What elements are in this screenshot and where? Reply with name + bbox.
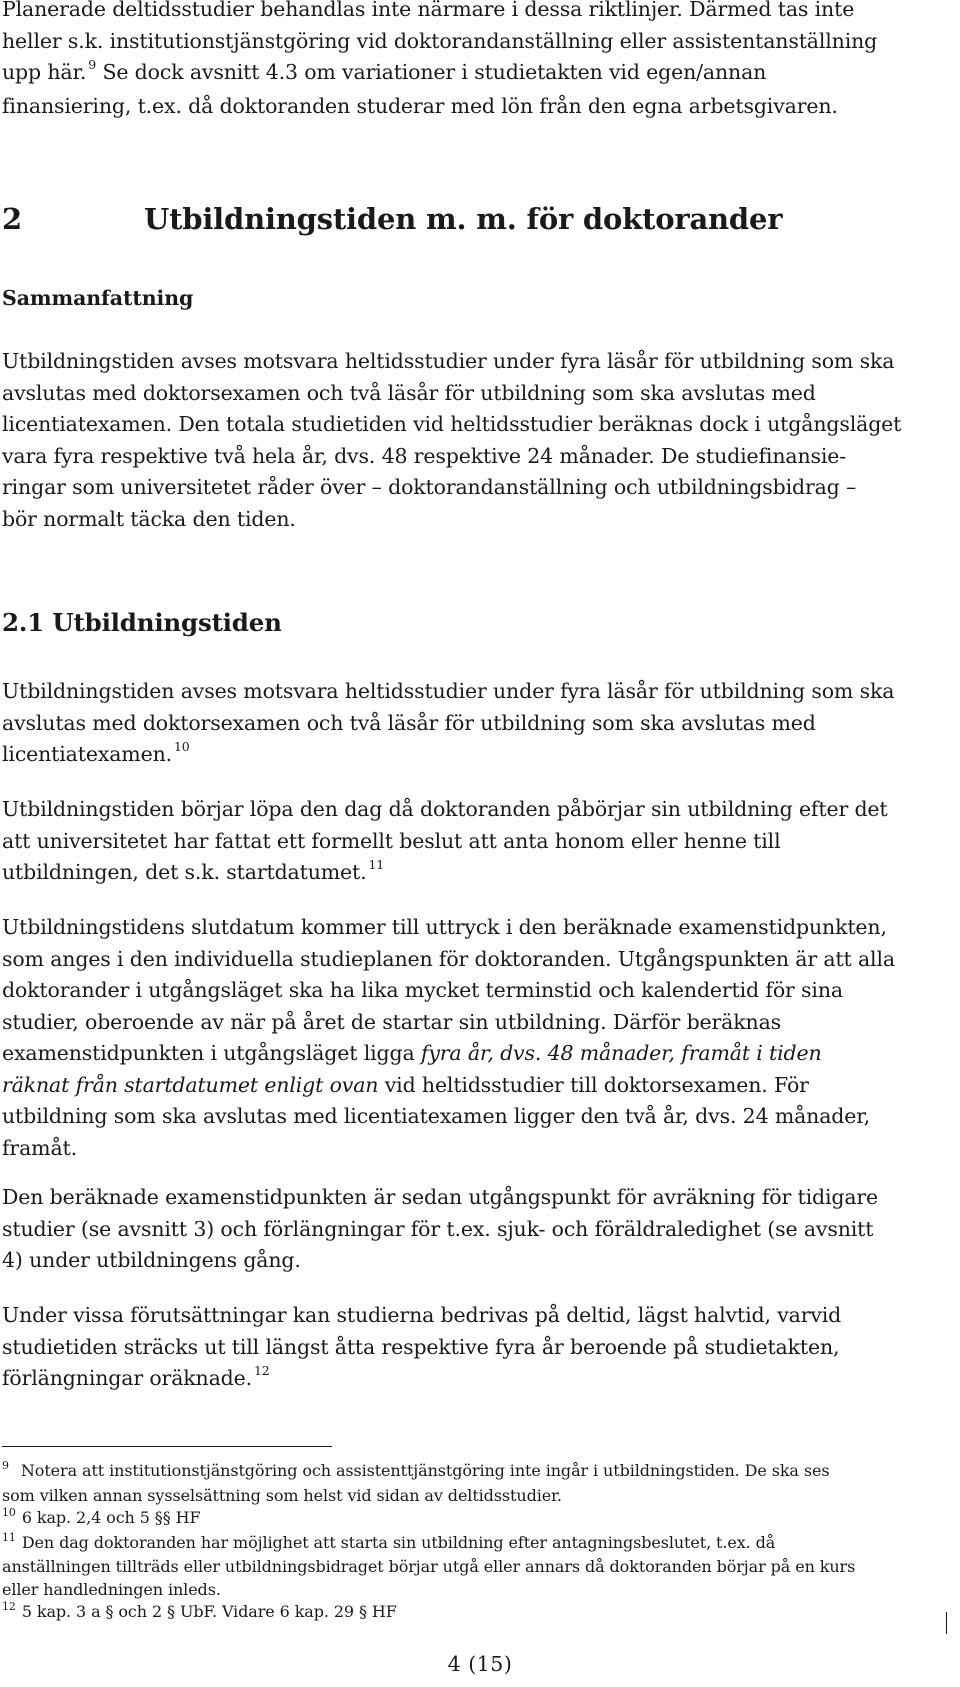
section-heading	[2, 202, 782, 236]
paragraph-line: 4) under utbildningens gång.	[2, 1248, 301, 1272]
footnote-ref-9[interactable]: 9	[88, 57, 97, 72]
paragraph-line: examenstidpunkten i utgångsläget ligga fyra år, dvs. 48 månader, framåt i tiden	[2, 1041, 822, 1065]
summary-line: avslutas med doktorsexamen och två läsår för utbildning som ska avslutas med	[2, 380, 816, 405]
paragraph-line: som anges i den individuella studieplanen för doktoranden. Utgångspunkten är att alla	[2, 946, 895, 971]
emphasis-text: fyra år, dvs. 48 månader, framåt i tiden	[420, 1041, 822, 1065]
paragraph-line: framåt.	[2, 1135, 77, 1160]
change-bar	[946, 1612, 947, 1634]
footnote-9: $^9$ Notera att institutionstjänstgöring och assistenttjänstgöring inte ingår i utbildningstiden. De ska ses	[2, 1459, 830, 1480]
paragraph-5	[2, 1300, 952, 1397]
footnote-10: $^{10}$ 6 kap. 2,4 och 5 §§ HF	[2, 1506, 201, 1527]
paragraph-3	[2, 912, 952, 1164]
section-title: Utbildningstiden m. m. för doktorander	[144, 202, 783, 236]
paragraph-line: Utbildningstiden börjar löpa den dag då doktoranden påbörjar sin utbildning efter det	[2, 797, 888, 821]
page-number: 4 (15)	[447, 1652, 513, 1676]
summary-line: bör normalt täcka den tiden.	[2, 506, 296, 531]
paragraph-line: Under vissa förutsättningar kan studierna bedrivas på deltid, lägst halvtid, varvid	[2, 1303, 842, 1327]
paragraph-line: avslutas med doktorsexamen och två läsår för utbildning som ska avslutas med	[2, 710, 816, 735]
paragraph-line: utbildning som ska avslutas med licentiatexamen ligger den två år, dvs. 24 månader,	[2, 1104, 871, 1128]
subsection-heading: 2.1 Utbildningstiden	[2, 608, 282, 637]
intro-line: upp här. $^9$ Se dock avsnitt 4.3 om variationer i studietakten vid egen/annan	[2, 57, 767, 84]
paragraph-line: att universitetet har fattat ett formellt beslut att anta honom eller henne till	[2, 828, 781, 853]
summary-line: licentiatexamen. Den totala studietiden vid heltidsstudier beräknas dock i utgångsläget	[2, 412, 902, 436]
paragraph-line: Utbildningstiden avses motsvara heltidsstudier under fyra läsår för utbildning som ska	[2, 679, 895, 703]
summary-line: ringar som universitetet råder över – doktorandanställning och utbildningsbidrag –	[2, 475, 857, 499]
intro-line: finansiering, t.ex. då doktoranden studerar med lön från den egna arbetsgivaren.	[2, 93, 838, 118]
intro-line: heller s.k. institutionstjänstgöring vid doktorandanställning eller assistentanställning	[2, 28, 878, 53]
paragraph-line: förlängningar oräknade. $^{12}$	[2, 1363, 270, 1390]
paragraph-line: Utbildningstidens slutdatum kommer till uttryck i den beräknade examenstidpunkten,	[2, 915, 887, 939]
paragraph-4	[2, 1182, 952, 1277]
section-number: 2	[2, 202, 22, 236]
paragraph-line: räknat från startdatumet enligt ovan vid heltidsstudier till doktorsexamen. För	[2, 1072, 809, 1097]
footnotes	[2, 1460, 952, 1626]
paragraph-line: studietiden sträcks ut till längst åtta respektive fyra år beroende på studietakten,	[2, 1334, 840, 1359]
paragraph-line: studier (se avsnitt 3) och förlängningar för t.ex. sjuk- och föräldraledighet (se avsnitt	[2, 1216, 874, 1241]
footnote-ref-10[interactable]: 10	[174, 739, 190, 754]
paragraph-line: doktorander i utgångsläget ska ha lika mycket terminstid och kalendertid för sina	[2, 978, 843, 1002]
paragraph-line: licentiatexamen. $^{10}$	[2, 739, 190, 766]
footnote-ref-11[interactable]: 11	[368, 857, 385, 872]
intro-line: Planerade deltidsstudier behandlas inte närmare i dessa riktlinjer. Därmed tas inte	[2, 0, 855, 21]
paragraph-line: utbildningen, det s.k. startdatumet. $^{11}$	[2, 857, 385, 884]
paragraph-2	[2, 794, 952, 891]
paragraph-line: studier, oberoende av när på året de startar sin utbildning. Därför beräknas	[2, 1009, 782, 1034]
footnote-ref-12[interactable]: 12	[254, 1363, 270, 1378]
emphasis-text: räknat från startdatumet enligt ovan	[2, 1072, 379, 1097]
intro-paragraph	[2, 0, 952, 122]
summary-heading: Sammanfattning	[2, 286, 194, 310]
footnote-divider	[2, 1446, 332, 1447]
footnote-11: $^{11}$ Den dag doktoranden har möjlighet att starta sin utbildning efter antagningsbeslutet, t.ex. då	[2, 1530, 776, 1552]
summary-paragraph	[2, 346, 952, 535]
summary-line: Utbildningstiden avses motsvara heltidsstudier under fyra läsår för utbildning som ska	[2, 349, 895, 373]
summary-line: vara fyra respektive två hela år, dvs. 48 respektive 24 månader. De studiefinansie-	[2, 443, 847, 468]
footnote-11-cont: anställningen tillträds eller utbildningsbidraget börjar utgå eller annars då doktoranden börjar på en kurs	[2, 1557, 856, 1576]
paragraph-1	[2, 676, 952, 773]
paragraph-line: Den beräknade examenstidpunkten är sedan utgångspunkt för avräkning för tidigare	[2, 1185, 879, 1209]
footnote-12: $^{12}$ 5 kap. 3 a § och 2 § UbF. Vidare 6 kap. 29 § HF	[2, 1600, 397, 1621]
footnote-11-cont: eller handledningen inleds.	[2, 1579, 221, 1599]
footnote-9-cont: som vilken annan sysselsättning som helst vid sidan av deltidsstudier.	[2, 1485, 562, 1505]
